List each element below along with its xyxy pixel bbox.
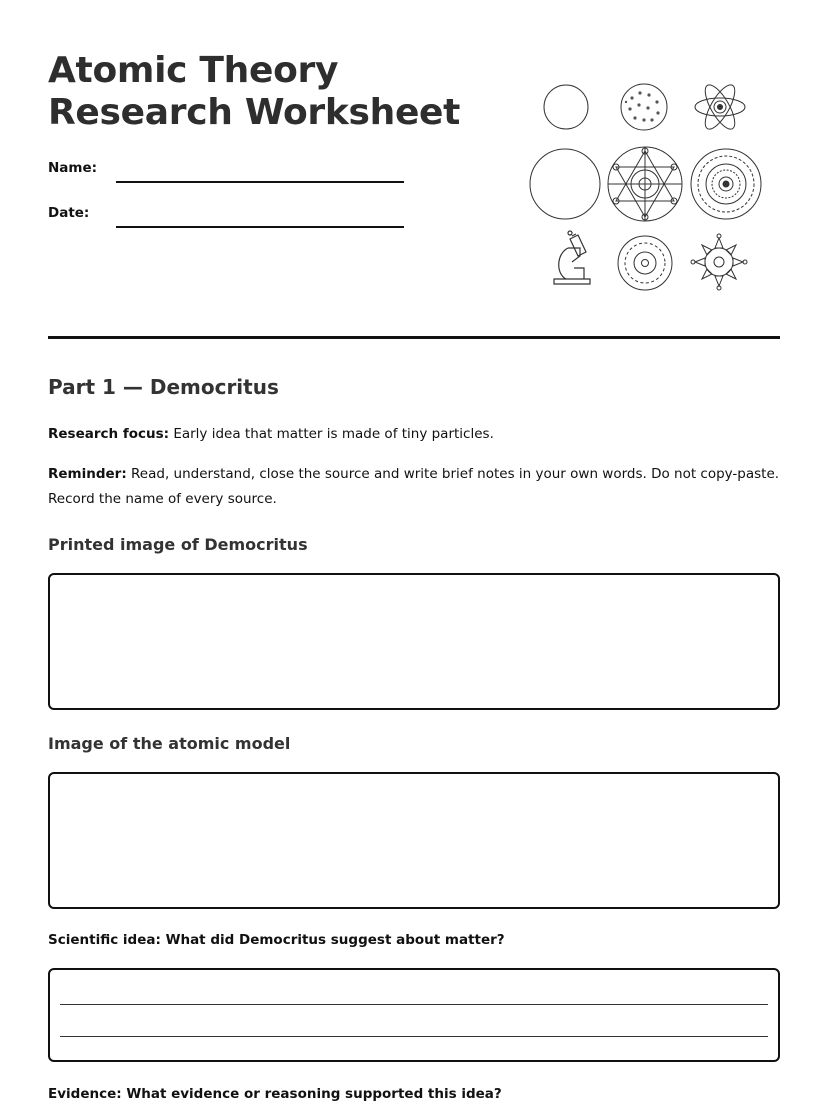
reminder-text: Read, understand, close the source and write brief notes in your own words. Do not copy-paste. Record the name of every source. [48,466,780,507]
date-field[interactable] [116,226,404,228]
atom-orbits-icon [695,81,745,133]
answer-line[interactable] [60,1036,768,1037]
part-1-heading: Part 1 — Democritus [48,375,279,399]
scientific-idea-question: Scientific idea: What did Democritus suggest about matter? [48,932,505,948]
name-field[interactable] [116,181,404,183]
date-label: Date: [48,205,90,221]
large-sphere-icon [530,149,600,219]
atomic-models-illustration [522,78,772,298]
democritus-image-heading: Printed image of Democritus [48,535,308,554]
section-divider [48,336,780,339]
shell-model-icon [618,236,672,290]
nucleus-rings-icon [691,149,761,219]
reminder-label: Reminder: [48,466,127,482]
microscope-icon [554,231,590,284]
atomic-model-heading: Image of the atomic model [48,734,291,753]
reminder [48,462,788,512]
answer-line[interactable] [60,1004,768,1005]
star-lattice-model-icon [608,147,682,221]
research-focus [48,422,788,447]
plain-sphere-icon [544,85,588,129]
name-label: Name: [48,160,98,176]
research-focus-label: Research focus: [48,426,170,442]
worksheet-title: Atomic Theory Research Worksheet [48,50,461,133]
research-focus-text: Early idea that matter is made of tiny particles. [173,426,494,442]
scientific-idea-answer-box[interactable] [48,968,780,1062]
spiked-atom-icon [691,234,747,290]
evidence-question: Evidence: What evidence or reasoning supported this idea? [48,1086,502,1102]
plum-pudding-model-icon [621,84,667,130]
atomic-model-image-box[interactable] [48,772,780,909]
democritus-image-box[interactable] [48,573,780,710]
